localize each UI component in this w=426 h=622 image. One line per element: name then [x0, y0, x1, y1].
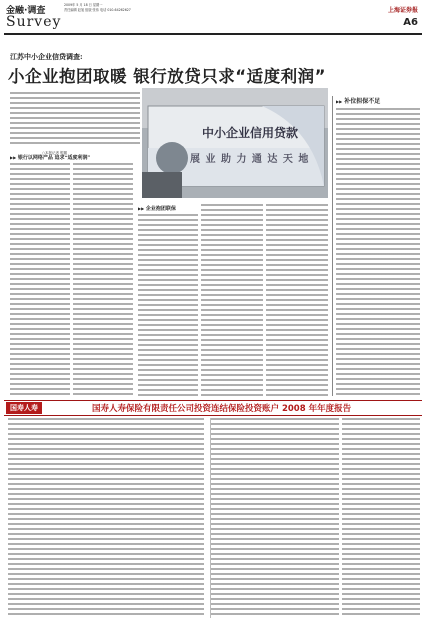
body-column-3	[138, 214, 198, 396]
byline: ○本报记者 银徽	[42, 151, 68, 155]
body-column-2	[73, 163, 133, 396]
sidebar-body	[336, 108, 420, 396]
page-headline: 小企业抱团取暖 银行放贷只求“适度利润”	[8, 67, 326, 86]
paper-name: 上海证券报	[387, 7, 418, 14]
sign-line-2: 展 业 助 力 通 达 天 地	[190, 154, 310, 165]
date-line	[64, 3, 204, 13]
triangle-bullet-icon: ▶▶	[336, 99, 343, 104]
header-rule	[4, 33, 422, 35]
date-text: 2009年 5 月 18 日 星期一	[64, 3, 103, 7]
section-brand: 金融·调查	[6, 6, 46, 16]
page-number: A6	[403, 17, 418, 28]
triangle-bullet-icon: ▶▶	[138, 206, 145, 211]
column-divider	[332, 96, 333, 396]
subhead-1	[10, 154, 90, 161]
sidebar-title-text: 补位担保不足	[344, 98, 381, 105]
body-column-4	[201, 204, 263, 396]
sidebar-title	[336, 96, 380, 105]
lede-paragraph	[10, 92, 140, 144]
triangle-bullet-icon: ▶▶	[10, 155, 17, 160]
subhead-2-text: 企业抱团联保	[145, 206, 176, 212]
ad-body-right	[342, 418, 420, 618]
subhead-1-text: 银行以网络产品 追求“适度利润”	[17, 155, 91, 161]
body-column-5	[266, 204, 328, 396]
ad-title: 国寿人寿保险有限责任公司投资连结保险投资账户 2008 年年度报告	[92, 404, 352, 414]
kicker: 江苏中小企业信贷调查:	[10, 52, 83, 61]
subhead-2	[138, 205, 176, 212]
section-english-title: Survey	[6, 14, 62, 30]
news-photo	[142, 88, 328, 198]
body-column-1	[10, 163, 70, 396]
editors-text: 责任编辑 赵旭 组版 张伟 电话 010-64262627	[64, 8, 131, 12]
sign-line-1: 中小企业信用贷款	[202, 126, 299, 140]
ad-body-left	[8, 418, 204, 618]
photo-graphic	[142, 88, 328, 198]
ad-logo: 国寿人寿	[6, 402, 42, 414]
ad-table-center	[210, 418, 339, 618]
